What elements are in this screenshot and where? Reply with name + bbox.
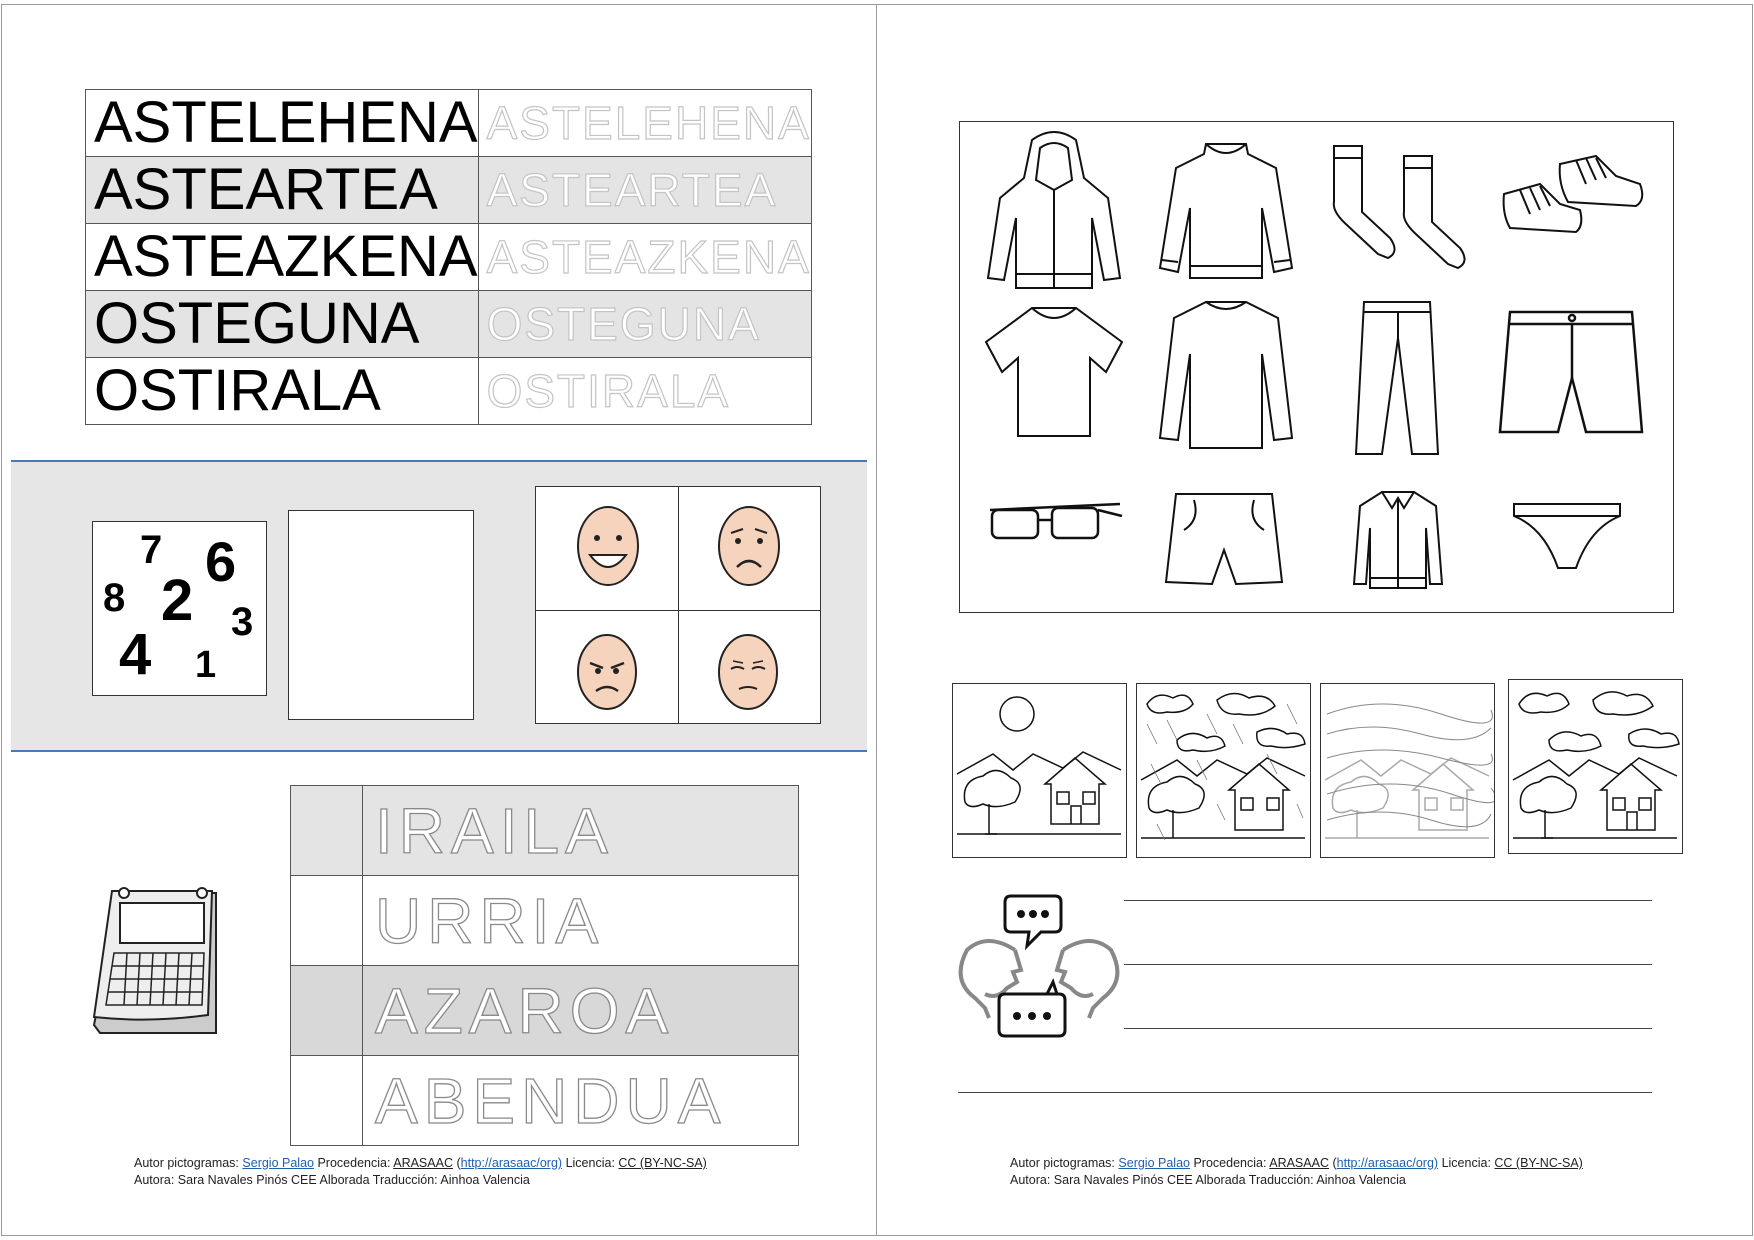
rainy-picture (1136, 683, 1311, 858)
numbers-card (92, 521, 267, 696)
writing-line[interactable] (958, 1092, 1652, 1093)
credits-line-1 (134, 1155, 707, 1172)
calendar-icon (90, 885, 220, 1035)
jacket-icon (1352, 488, 1444, 592)
source-link[interactable]: ARASAAC (1269, 1156, 1329, 1170)
license-link[interactable]: CC (BY-NC-SA) (618, 1156, 707, 1170)
clothes-panel (959, 121, 1674, 613)
cloudy-picture (1508, 679, 1683, 854)
sweater-icon (1156, 138, 1296, 288)
blank-answer-box[interactable] (288, 510, 474, 720)
credit-label: Autor pictogramas: (134, 1156, 239, 1170)
emotions-grid (535, 486, 821, 724)
weekday-row (86, 157, 812, 224)
happy-face-icon (576, 505, 640, 587)
tired-face-icon (717, 633, 779, 711)
weekday-trace: OSTIRALA (478, 358, 811, 425)
weekday-word: ASTELEHENA (86, 90, 479, 157)
shorts-icon (1496, 308, 1646, 438)
month-number-box[interactable] (291, 1056, 363, 1146)
glasses-icon (986, 500, 1126, 550)
number-label: 4 (119, 622, 152, 687)
writing-line[interactable] (1124, 1028, 1652, 1029)
credit-label: Licencia: (565, 1156, 615, 1170)
month-row (291, 876, 799, 966)
weekday-trace: ASTELEHENA (478, 90, 811, 157)
credits-line-1 (1010, 1155, 1583, 1172)
credits-line-2: Autora: Sara Navales Pinós CEE Alborada Traducción: Ainhoa Valencia (134, 1173, 530, 1187)
month-trace: ABENDUA (363, 1056, 799, 1146)
windy-picture (1320, 683, 1495, 858)
trousers-icon (1352, 298, 1442, 458)
rainy-icon (1137, 684, 1310, 857)
sneakers-icon (1500, 154, 1650, 254)
weekday-row (86, 224, 812, 291)
writing-line[interactable] (1124, 964, 1652, 965)
windy-icon (1321, 684, 1494, 857)
credit-label: Autor pictogramas: (1010, 1156, 1115, 1170)
weekday-trace: ASTEARTEA (478, 157, 811, 224)
credits-left (134, 1155, 707, 1189)
credit-label: Procedencia: (1193, 1156, 1267, 1170)
socks-icon (1328, 142, 1473, 272)
month-trace: IRAILA (363, 786, 799, 876)
credit-label: Procedencia: (317, 1156, 391, 1170)
underpants-icon (1510, 498, 1625, 578)
weekday-row (86, 358, 812, 425)
weekday-word: ASTEARTEA (86, 157, 479, 224)
url-link[interactable]: http://arasaac/org) (1336, 1156, 1439, 1170)
weekday-row (86, 90, 812, 157)
source-link[interactable]: ARASAAC (393, 1156, 453, 1170)
conversation-icon (957, 890, 1122, 1040)
weekdays-table (85, 89, 812, 425)
swim-shorts-icon (1164, 490, 1284, 590)
number-label: 1 (195, 644, 217, 686)
month-number-box[interactable] (291, 966, 363, 1056)
weekday-word: OSTEGUNA (86, 291, 479, 358)
month-row (291, 966, 799, 1056)
month-row (291, 786, 799, 876)
month-trace: AZAROA (363, 966, 799, 1056)
month-number-box[interactable] (291, 876, 363, 966)
url-link[interactable]: http://arasaac/org) (460, 1156, 563, 1170)
credits-right (1010, 1155, 1583, 1189)
sunny-icon (953, 684, 1126, 857)
number-label: 8 (103, 576, 126, 620)
number-label: 2 (161, 568, 194, 633)
number-label: 3 (231, 600, 254, 644)
month-trace: URRIA (363, 876, 799, 966)
weekday-word: OSTIRALA (86, 358, 479, 425)
sunny-picture (952, 683, 1127, 858)
weekday-row (86, 291, 812, 358)
author-link[interactable]: Sergio Palao (242, 1156, 314, 1170)
angry-face-icon (576, 633, 638, 711)
license-link[interactable]: CC (BY-NC-SA) (1494, 1156, 1583, 1170)
sad-face-icon (717, 505, 781, 587)
long-sleeve-shirt-icon (1156, 298, 1296, 453)
number-label: 7 (140, 528, 163, 572)
month-number-box[interactable] (291, 786, 363, 876)
weekday-trace: ASTEAZKENA (478, 224, 811, 291)
hoodie-icon (984, 128, 1124, 293)
months-table (290, 785, 799, 1146)
weekday-trace: OSTEGUNA (478, 291, 811, 358)
weekday-word: ASTEAZKENA (86, 224, 479, 291)
number-label: 6 (205, 530, 237, 593)
cloudy-icon (1509, 680, 1682, 853)
writing-line[interactable] (1124, 900, 1652, 901)
author-link[interactable]: Sergio Palao (1118, 1156, 1190, 1170)
credits-line-2: Autora: Sara Navales Pinós CEE Alborada Traducción: Ainhoa Valencia (1010, 1173, 1406, 1187)
month-row (291, 1056, 799, 1146)
credit-punct: ( (456, 1156, 461, 1170)
credit-label: Licencia: (1441, 1156, 1491, 1170)
tshirt-icon (982, 302, 1127, 442)
credit-punct: ( (1332, 1156, 1337, 1170)
